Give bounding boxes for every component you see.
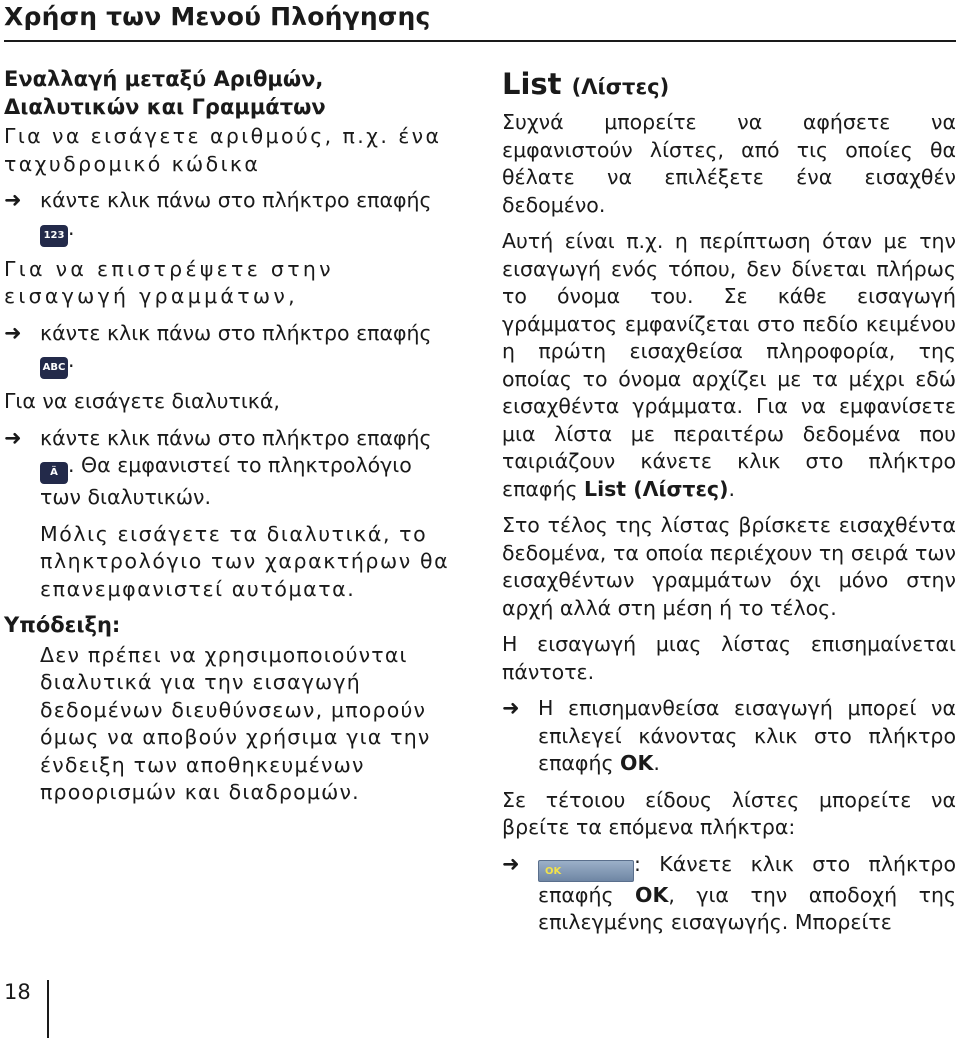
paragraph: Για να επιστρέψετε στην εισαγωγή γραμμάτων, [4, 256, 334, 308]
bullet-text-end: , για την αποδοχή της επιλεγμένης εισαγωγής. Μπορείτε [538, 882, 956, 934]
paragraph: Μόλις εισάγετε τα διαλυτικά, το πληκτρολόγιο των χαρακτήρων θα επανεμφανιστεί αυτόματα. [40, 521, 450, 601]
paragraph: Σε τέτοιου είδους λίστες μπορείτε να βρείτε τα επόμενα πλήκτρα: [502, 787, 956, 839]
hint-text: Δεν πρέπει να χρησιμοποιούνται διαλυτικά για την εισαγωγή δεδομένων διευθύνσεων, μπορούν όμως να αποβούν χρήσιμα για την ένδειξη των αποθηκευμένων προορισμών και διαδρομών. [40, 642, 431, 804]
bullet-text: κάντε κλικ πάνω στο πλήκτρο επαφής [40, 320, 432, 345]
numeric-key-icon: 123 [40, 225, 68, 247]
paragraph: Συχνά μπορείτε να αφήσετε να εμφανιστούν λίστες, από τις οποίες θα θέλατε να επιλέξετε ένα εισαχθέν δεδομένο. [502, 110, 956, 217]
arrow-icon: ➜ [4, 188, 22, 212]
list-heading-paren: (Λίστες) [571, 75, 670, 99]
paragraph: Στο τέλος της λίστας βρίσκετε εισαχθέντα δεδομένα, τα οποία περιέχουν τη σειρά των εισαχθέντων γραμμάτων όχι μόνο στην αρχή αλλά στη μέση ή το τέλος. [502, 513, 956, 620]
bullet-text: κάντε κλικ πάνω στο πλήκτρο επαφής [40, 188, 432, 212]
bullet-item [4, 187, 456, 247]
paragraph: Η εισαγωγή μιας λίστας επισημαίνεται πάντοτε. [502, 632, 956, 684]
paragraph [502, 228, 956, 503]
alpha-key-icon: ABC [40, 357, 68, 379]
ok-label: OK [635, 882, 669, 907]
section-heading: Εναλλαγή μεταξύ Αριθμών, Διαλυτικών και Γραμμάτων [4, 67, 326, 119]
right-column [502, 66, 956, 946]
bullet-text-end: . [68, 215, 75, 240]
ok-label: OK [620, 751, 654, 775]
header-divider [4, 40, 956, 42]
paragraph: Για να εισάγετε διαλυτικά, [4, 389, 280, 413]
list-heading-main: List [502, 67, 562, 101]
page-title: Χρήση των Μενού Πλοήγησης [4, 2, 431, 31]
bullet-text: κάντε κλικ πάνω στο πλήκτρο επαφής [40, 425, 432, 450]
bullet-item [4, 425, 456, 512]
footer-divider [47, 980, 49, 1038]
bullet-item [502, 695, 956, 778]
paragraph-end: . [728, 476, 735, 501]
bullet-text-end: . [68, 348, 75, 372]
bullet-item [502, 851, 956, 937]
page-number: 18 [4, 980, 31, 1004]
paragraph: Για να εισάγετε αριθμούς, π.χ. ένα ταχυδρομικό κώδικα [4, 124, 442, 176]
bullet-text-end: . Θα εμφανιστεί το πληκτρολόγιο των διαλυτικών. [40, 453, 412, 509]
hint-heading: Υπόδειξη: [4, 613, 121, 637]
arrow-icon: ➜ [4, 320, 22, 345]
bullet-text: : Κάνετε κλικ στο πλήκτρο επαφής [538, 851, 956, 907]
umlaut-key-icon: Ä [40, 462, 68, 484]
bullet-text-end: . [653, 751, 660, 775]
arrow-icon: ➜ [502, 696, 520, 720]
arrow-icon: ➜ [4, 425, 22, 450]
arrow-icon: ➜ [502, 851, 520, 876]
paragraph-text: Αυτή είναι π.χ. η περίπτωση όταν με την εισαγωγή ενός τόπου, δεν δίνεται πλήρως το όνομα του. Σε κάθε εισαγωγή γράμματος εμφανίζεται στο πεδίο κειμένου η πρώτη εισαχθείσα πληροφορία, της οποίας το όνομα αρχίζει με τα μέχρι εδώ εισαχθέντα γράμματα. Για να εμφανίσετε μια λίστα με περαιτέρω δεδομένα που ταιριάζουν κάνετε κλικ στο πλήκτρο επαφής [502, 229, 956, 501]
bullet-item [4, 320, 456, 380]
left-column [4, 66, 456, 816]
list-key-label: List (Λίστες) [584, 476, 729, 501]
bullet-text: Η επισημανθείσα εισαγωγή μπορεί να επιλεγεί κάνοντας κλικ στο πλήκτρο επαφής [538, 696, 956, 775]
ok-key-icon: OK [538, 860, 634, 882]
list-heading [502, 66, 956, 105]
